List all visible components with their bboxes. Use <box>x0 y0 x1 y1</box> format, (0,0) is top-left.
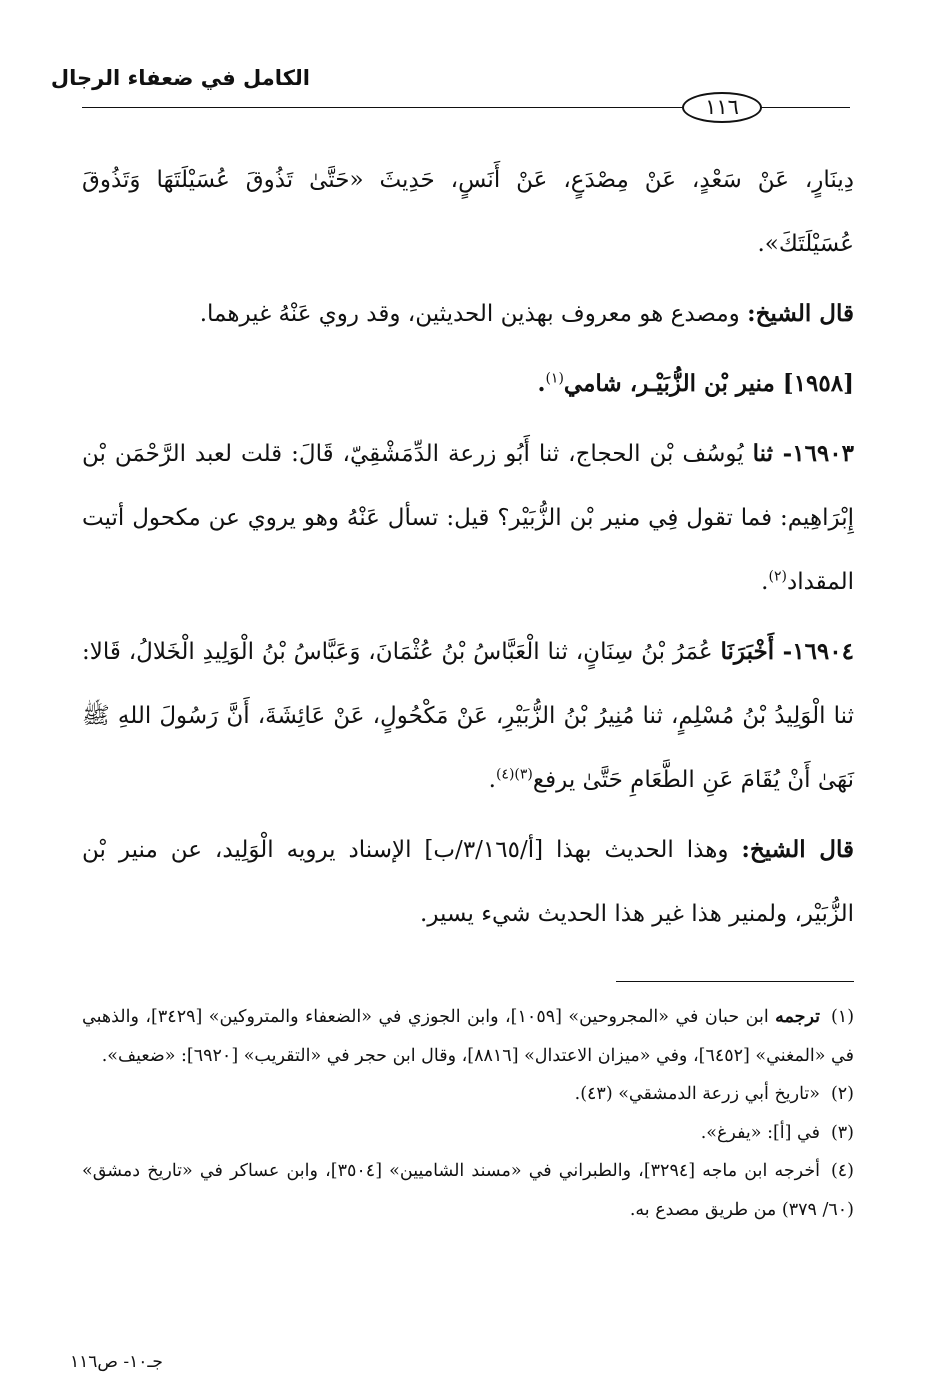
footnote-ref: (٣)(٤) <box>495 766 533 783</box>
footnote-text: أخرجه ابن ماجه [٣٢٩٤]، والطبراني في «مسند الشاميين» [٣٥٠٤]، وابن عساكر في «تاريخ دمشق» (٦٠/ ٣٧٩) من طريق مصدع به. <box>82 1161 854 1220</box>
footnote-text: «تاريخ أبي زرعة الدمشقي» (٤٣). <box>574 1084 820 1104</box>
footnote-separator <box>616 981 854 982</box>
paragraph-text: عُمَرُ بْنُ سِنَانٍ، ثنا الْعَبَّاسُ بْنُ عُثْمَانَ، وَعَبَّاسُ بْنُ الْوَلِيدِ الْخَلالُ، قَالا: ثنا الْوَلِيدُ بْنُ مُسْلِمٍ، ثنا مُنِيرُ بْنُ الزُّبَيْرِ، عَنْ مَكْحُولٍ، عَنْ عَائِشَةَ، أَنَّ رَسُولَ اللهِ ﷺ نَهَىٰ أَنْ يُقَامَ عَنِ الطَّعَامِ حَتَّىٰ يرفع <box>82 639 854 793</box>
footnote-ref: (٢) <box>768 568 787 585</box>
page-number: ١١٦ <box>682 92 762 123</box>
footnote-4 <box>82 1152 854 1229</box>
volume-page-reference: جـ١٠- ص١١٦ <box>70 1352 163 1372</box>
footnote-label: ترجمه <box>775 1007 821 1027</box>
footnote-mark: (١) <box>830 1007 855 1027</box>
entry-heading <box>82 352 854 416</box>
paragraph-sheikh-comment-2 <box>82 818 854 946</box>
footnote-2 <box>82 1075 854 1114</box>
paragraph-text: يُوسُف بْن الحجاج، ثنا أَبُو زرعة الدِّمَشْقِيّ، قَالَ: قلت لعبد الرَّحْمَن بْن إِبْرَاهِيم: فما تقول فِي منير بْن الزُّبَيْر؟ قيل: تسأل عَنْهُ وهو يروي عن مكحول أتيت المقداد <box>82 441 854 595</box>
paragraph-hadith-continuation <box>82 148 854 276</box>
footnote-text: في [أ]: «يفرغ». <box>700 1122 820 1143</box>
paragraph-sheikh-comment <box>82 282 854 346</box>
paragraph-end: . <box>761 569 769 595</box>
footnote-mark: (٣) <box>830 1122 854 1143</box>
main-text <box>82 148 854 946</box>
footnote-3 <box>82 1114 854 1153</box>
hadith-number: ١٦٩٠٤- <box>774 638 854 665</box>
footnote-text: ابن حبان في «المجروحين» [١٠٥٩]، وابن الجوزي في «الضعفاء والمتروكين» [٣٤٢٩]، والذهبي في «المغني» [٦٤٥٢]، وفي «ميزان الاعتدال» [٨٨١٦]، وقال ابن حجر في «التقريب» [٦٩٢٠]: «ضعيف». <box>82 1007 854 1066</box>
sheikh-label: قال الشيخ: <box>747 300 854 327</box>
footnote-mark: (٢) <box>830 1084 854 1104</box>
narration-label: أَخْبَرَنَا <box>720 638 775 665</box>
narration-label: ثنا <box>752 440 774 467</box>
sheikh-label: قال الشيخ: <box>741 836 854 863</box>
paragraph-hadith-16903 <box>82 422 854 614</box>
paragraph-end: . <box>488 767 496 793</box>
running-title: الكامل في ضعفاء الرجال <box>50 66 310 90</box>
entry-heading-text: [١٩٥٨] منير بْن الزُّبَيْـر، شامي <box>563 370 854 397</box>
paragraph-text: وهذا الحديث بهذا [أ/٣/١٦٥/ب] الإسناد يرويه الْوَلِيد، عن منير بْن الزُّبَيْر، ولمنير هذا غير هذا الحديث شيء يسير. <box>82 837 854 927</box>
hadith-number: ١٦٩٠٣- <box>773 440 854 467</box>
footnote-ref: (١) <box>545 370 564 387</box>
paragraph-hadith-16904 <box>82 620 854 812</box>
footnote-1 <box>82 998 854 1075</box>
footnotes <box>82 998 854 1229</box>
footnote-mark: (٤) <box>830 1161 854 1181</box>
paragraph-text: ومصدع هو معروف بهذين الحديثين، وقد روي عَنْهُ غيرهما. <box>199 301 748 327</box>
paragraph-text: دِينَارٍ، عَنْ سَعْدٍ، عَنْ مِصْدَعٍ، عَنْ أَنَسٍ، حَدِيثَ «حَتَّىٰ تَذُوقَ عُسَيْلَتَهَا وَتَذُوقَ عُسَيْلَتَكَ». <box>82 167 854 257</box>
entry-heading-end: . <box>537 370 546 397</box>
